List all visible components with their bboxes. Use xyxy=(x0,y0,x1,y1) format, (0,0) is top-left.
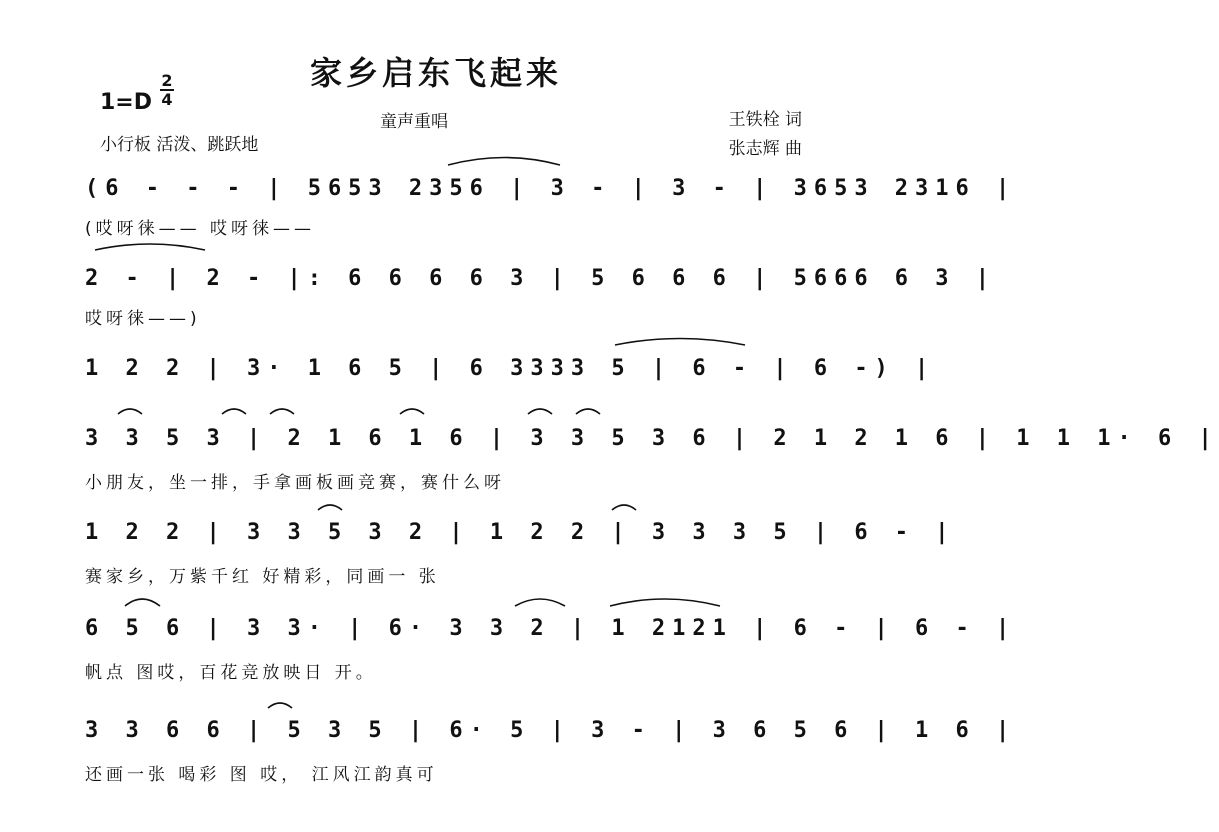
time-signature-bottom: 4 xyxy=(161,90,173,109)
slur-mark xyxy=(612,505,636,510)
slur-mark xyxy=(615,339,745,346)
slur-mark xyxy=(576,409,600,414)
score-line-7-notes: 3 3 6 6 | 5 3 5 | 6· 5 | 3 - | 3 6 5 6 | 1 6 | xyxy=(85,718,1017,743)
slur-mark xyxy=(95,244,205,250)
score-line-2-lyrics: 哎呀徕——) xyxy=(85,309,201,329)
tempo-marking: 小行板 活泼、跳跃地 xyxy=(100,135,259,155)
slur-mark xyxy=(268,703,292,708)
composer-credit: 张志辉 曲 xyxy=(728,139,802,159)
score-line-4-lyrics: 小朋友，坐一排，手拿画板画竞赛，赛什么呀 xyxy=(85,473,505,493)
slur-mark xyxy=(515,599,565,606)
score-line-5-lyrics: 赛家乡，万紫千红 好精彩，同画一 张 xyxy=(85,567,440,587)
song-title: 家乡启东飞起来 xyxy=(309,54,562,92)
slur-mark xyxy=(400,409,424,414)
score-line-2-notes: 2 - | 2 - |: 6 6 6 6 3 | 5 6 6 6 | 5666 6 3 | xyxy=(85,266,997,291)
score-line-3-notes: 1 2 2 | 3· 1 6 5 | 6 3333 5 | 6 - | 6 -) | xyxy=(85,356,936,381)
performance-note: 童声重唱 xyxy=(380,112,448,132)
time-signature-top: 2 xyxy=(161,71,173,90)
lyricist-credit: 王铁栓 词 xyxy=(728,110,802,130)
slur-mark xyxy=(610,599,720,606)
slur-mark xyxy=(318,505,342,510)
slur-mark xyxy=(222,409,246,414)
slur-mark xyxy=(448,158,560,166)
score-line-5-notes: 1 2 2 | 3 3 5 3 2 | 1 2 2 | 3 3 3 5 | 6 - | xyxy=(85,520,956,545)
slur-mark xyxy=(270,409,294,414)
slur-mark xyxy=(125,599,160,606)
score-line-4-notes: 3 3 5 3 | 2 1 6 1 6 | 3 3 5 3 6 | 2 1 2 1 6 | 1 1 1· 6 | xyxy=(85,426,1219,451)
score-line-1-lyrics: (哎呀徕—— 哎呀徕—— xyxy=(85,219,316,239)
score-line-7-lyrics: 还画一张 喝彩 图 哎， 江风江韵真可 xyxy=(85,765,438,785)
score-line-6-lyrics: 帆点 图哎，百花竞放映日 开。 xyxy=(85,663,377,683)
score-line-1-notes: (6 - - - | 5653 2356 | 3 - | 3 - | 3653 2316 | xyxy=(85,176,1017,201)
score-line-6-notes: 6 5 6 | 3 3· | 6· 3 3 2 | 1 2121 | 6 - | 6 - | xyxy=(85,616,1017,641)
slur-mark xyxy=(118,409,142,414)
slur-mark xyxy=(528,409,552,414)
key-signature: 1=D xyxy=(100,90,153,115)
